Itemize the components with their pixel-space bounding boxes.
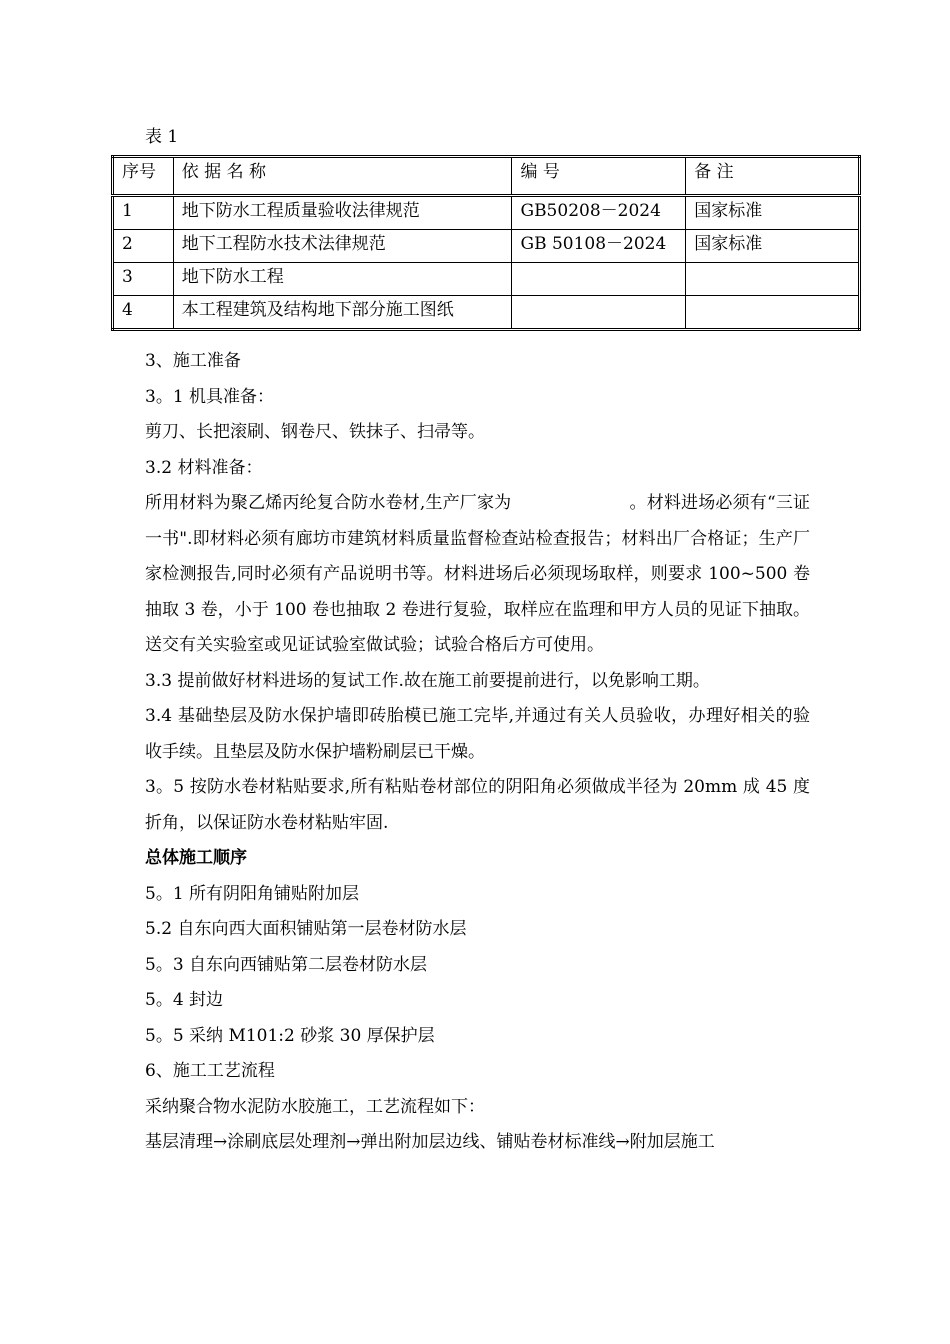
cell-name: 地下防水工程 [173,263,512,296]
section-heading: 总体施工顺序 [145,848,247,868]
cell-remark: 国家标准 [686,196,860,230]
list-item: 5。1 所有阴阳角铺贴附加层 [145,883,360,904]
standards-table [111,155,861,331]
header-cell-code: 编 号 [512,157,686,196]
cell-remark: 国家标准 [686,230,860,263]
paragraph: 3.4 基础垫层及防水保护墙即砖胎模已施工完毕,并通过有关人员验收，办理好相关的验收手续。且垫层及防水保护墙粉刷层已干燥。 [145,706,810,762]
header-cell-name: 依 据 名 称 [173,157,512,196]
document-body [145,344,810,1161]
list-item: 5。5 采纳 M101:2 砂浆 30 厚保护层 [145,1025,435,1046]
cell-code [512,296,686,330]
section-heading: 3、施工准备 [145,351,241,371]
cell-name: 地下工程防水技术法律规范 [173,230,512,263]
paragraph [145,486,810,664]
cell-index: 4 [113,296,174,330]
table-row [113,196,860,230]
table-row [113,296,860,330]
subsection-heading: 3。1 机具准备： [145,386,275,407]
subsection-heading: 3.2 材料准备： [145,457,263,478]
list-item: 5.2 自东向西大面积铺贴第一层卷材防水层 [145,919,467,939]
table-header-row [113,157,860,196]
cell-code: GB 50108－2024 [512,230,686,263]
paragraph-text: 所用材料为聚乙烯丙纶复合防水卷材,生产厂家为 [145,493,512,513]
paragraph: 3.3 提前做好材料进场的复试工作.故在施工前要提前进行，以免影响工期。 [145,670,710,691]
paragraph: 采纳聚合物水泥防水胶施工，工艺流程如下： [145,1096,485,1117]
list-item: 5。4 封边 [145,990,224,1010]
header-cell-remark: 备 注 [686,157,860,196]
cell-remark [686,296,860,330]
cell-remark [686,263,860,296]
paragraph: 剪刀、长把滚刷、钢卷尺、铁抹子、扫帚等。 [145,422,485,442]
cell-index: 1 [113,196,174,230]
cell-code: GB50208－2024 [512,196,686,230]
process-flow: 基层清理→涂刷底层处理剂→弹出附加层边线、铺贴卷材标准线→附加层施工 [145,1132,715,1152]
cell-name: 地下防水工程质量验收法律规范 [173,196,512,230]
header-cell-index: 序号 [113,157,174,196]
table-row [113,263,860,296]
paragraph-text: 。材料进场必须有“三证一书".即材料必须有廊坊市建筑材料质量监督检查站检查报告；材料出厂合格证；生产厂家检测报告,同时必须有产品说明书等。材料进场后必须现场取样，则要求 100~500 卷抽取 3 卷，小于 100 卷也抽取 2 卷进行复验，取样应在监理和甲方人员的见证下抽取。送交有关实验室或见证试验室做试验；试验合格后方可使用。 [145,493,810,655]
section-heading: 6、施工工艺流程 [145,1061,275,1081]
cell-name: 本工程建筑及结构地下部分施工图纸 [173,296,512,330]
paragraph: 3。5 按防水卷材粘贴要求,所有粘贴卷材部位的阴阳角必须做成半径为 20mm 成 45 度折角，以保证防水卷材粘贴牢固. [145,777,810,833]
table-row [113,230,860,263]
list-item: 5。3 自东向西铺贴第二层卷材防水层 [145,954,428,975]
cell-code [512,263,686,296]
table-caption: 表 1 [145,127,179,147]
cell-index: 2 [113,230,174,263]
cell-index: 3 [113,263,174,296]
